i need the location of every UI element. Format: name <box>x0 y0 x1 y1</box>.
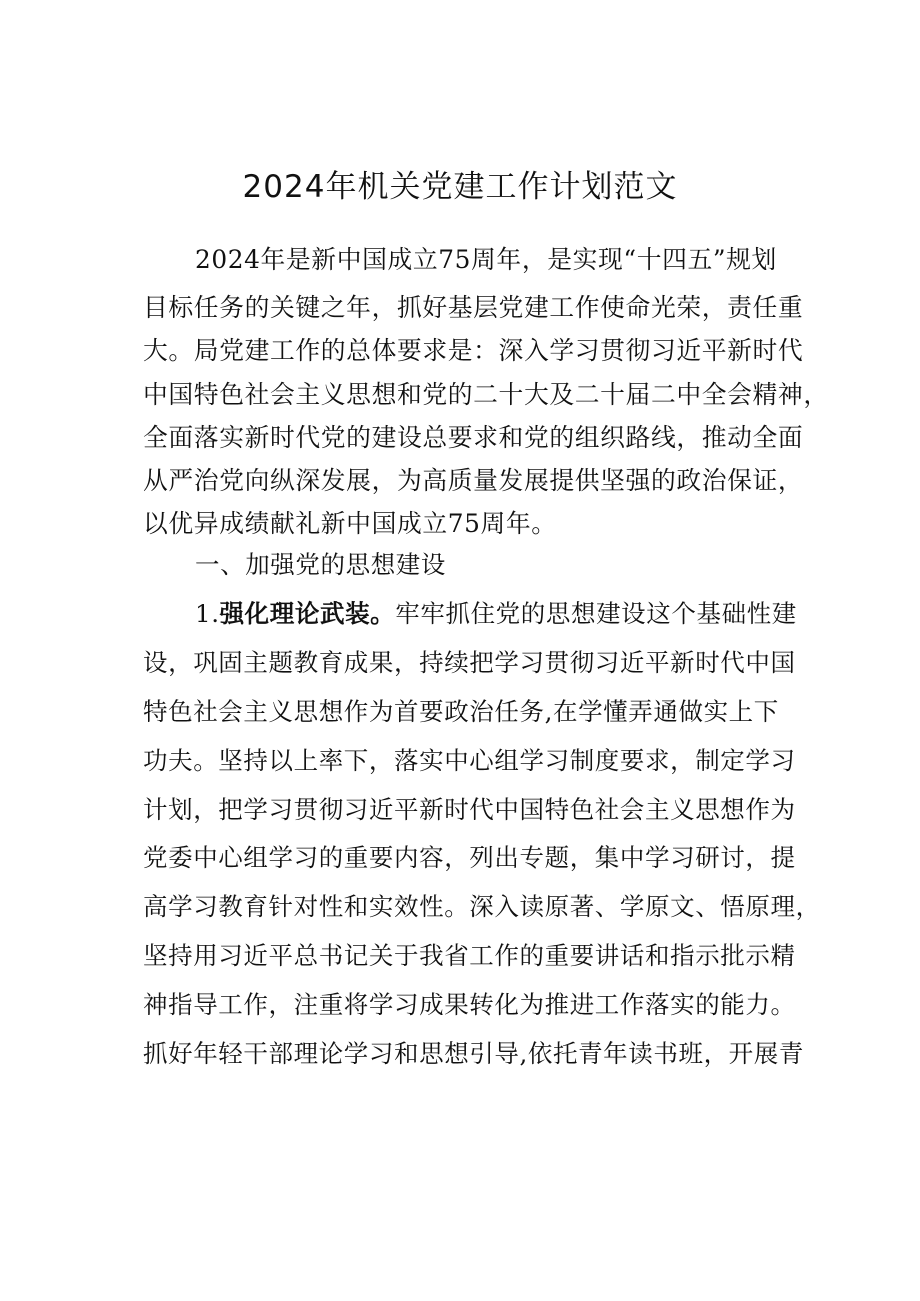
paragraph-line: 设，巩固主题教育成果，持续把学习贯彻习近平新时代中国 <box>143 648 796 677</box>
paragraph-line: 中国特色社会主义思想和党的二十大及二十届二中全会精神， <box>143 380 829 409</box>
paragraph-line: 目标任务的关键之年，抓好基层党建工作使命光荣，责任重 <box>143 293 804 322</box>
paragraph-line: 大。局党建工作的总体要求是：深入学习贯彻习近平新时代 <box>143 336 804 365</box>
item-first-line <box>195 596 860 632</box>
paragraph-line: 2024年是新中国成立75周年，是实现“十四五”规划 <box>195 245 777 274</box>
paragraph-line: 特色社会主义思想作为首要政治任务,在学懂弄通做实上下 <box>143 697 779 726</box>
document-title: 2024年机关党建工作计划范文 <box>242 169 678 205</box>
paragraph-line: 神指导工作，注重将学习成果转化为推进工作落实的能力。 <box>143 990 796 1019</box>
paragraph-line: 从严治党向纵深发展，为高质量发展提供坚强的政治保证， <box>143 466 804 495</box>
paragraph-line: 功夫。坚持以上率下，落实中心组学习制度要求，制定学习 <box>143 746 796 775</box>
item-first-line-text: 牢牢抓住党的思想建设这个基础性建 <box>395 599 797 628</box>
paragraph-line: 抓好年轻干部理论学习和思想引导,依托青年读书班，开展青 <box>143 1039 804 1068</box>
item-bold-title: 强化理论武装。 <box>219 599 396 628</box>
paragraph-line: 坚持用习近平总书记关于我省工作的重要讲话和指示批示精 <box>143 941 796 970</box>
item-number: 1. <box>195 599 220 628</box>
paragraph-line: 高学习教育针对性和实效性。深入读原著、学原文、悟原理， <box>143 892 821 921</box>
paragraph-line: 党委中心组学习的重要内容，列出专题，集中学习研讨，提 <box>143 843 796 872</box>
paragraph-line: 全面落实新时代党的建设总要求和党的组织路线，推动全面 <box>143 423 804 452</box>
paragraph-line: 计划，把学习贯彻习近平新时代中国特色社会主义思想作为 <box>143 795 796 824</box>
section-heading: 一、加强党的思想建设 <box>195 550 446 579</box>
paragraph-line: 以优异成绩献礼新中国成立75周年。 <box>143 509 557 538</box>
